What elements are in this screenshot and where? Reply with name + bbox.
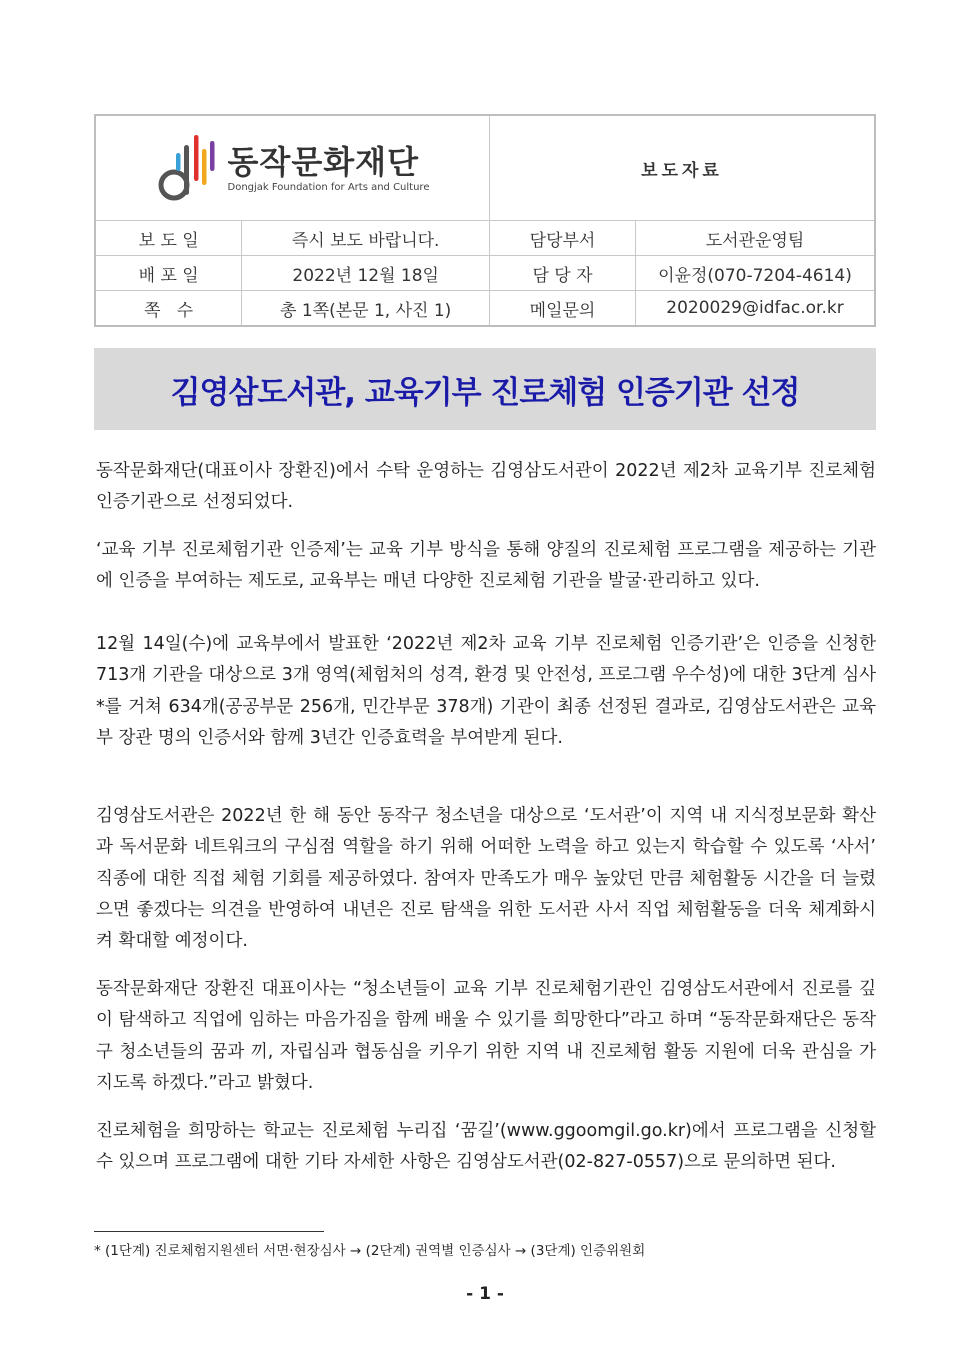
headline-box — [94, 348, 876, 430]
paragraph-3: 12월 14일(수)에 교육부에서 발표한 ‘2022년 제2차 교육 기부 진로체험 인증기관’은 인증을 신청한 713개 기관을 대상으로 3개 영역(체험처의 성격, 환경 및 안전성, 프로그램 우수성)에 대한 3단계 심사*를 거쳐 634개(공공부문 256개, 민간부문 378개) 기관이 최종 선정된 결과로, 김영삼도서관은 교육부 장관 명의 인증서와 함께 3년간 인증효력을 부여받게 된다. — [96, 634, 876, 748]
value-release-date: 즉시 보도 바랍니다. — [242, 221, 490, 256]
foundation-logo-icon — [156, 131, 218, 205]
value-email: 2020029@idfac.or.kr — [636, 291, 876, 327]
logo-cell — [95, 115, 490, 221]
page-number: - 1 - — [466, 1284, 504, 1304]
label-pages: 쪽 수 — [95, 291, 242, 327]
label-email: 메일문의 — [490, 291, 636, 327]
value-pages: 총 1쪽(본문 1, 사진 1) — [242, 291, 490, 327]
header-row-pages — [95, 291, 875, 327]
logo-name: 동작문화재단 — [227, 142, 419, 181]
footnote: * (1단계) 진로체험지원센터 서면·현장심사 → (2단계) 권역별 인증심사 → (3단계) 인증위원회 — [94, 1243, 646, 1259]
header-row-distribution — [95, 256, 875, 291]
footnote-divider — [94, 1231, 324, 1232]
paragraph-5: 동작문화재단 장환진 대표이사는 “청소년들이 교육 기부 진로체험기관인 김영삼도서관에서 진로를 깊이 탐색하고 직업에 임하는 마음가짐을 함께 배울 수 있기를 희망한다”라고 하며 “동작문화재단은 동작구 청소년들의 꿈과 끼, 자립심과 협동심을 키우기 위한 지역 내 진로체험 활동 지원에 더욱 관심을 가지도록 하겠다.”라고 밝혔다. — [96, 979, 876, 1093]
paragraph-1: 동작문화재단(대표이사 장환진)에서 수탁 운영하는 김영삼도서관이 2022년 제2차 교육기부 진로체험 인증기관으로 선정되었다. — [96, 461, 876, 513]
paragraph-4: 김영삼도서관은 2022년 한 해 동안 동작구 청소년을 대상으로 ‘도서관’이 지역 내 지식정보문화 확산과 독서문화 네트워크의 구심점 역할을 하기 위해 어떠한 노력을 하고 있는지 학습할 수 있도록 ‘사서’ 직종에 대한 직접 체험 기회를 제공하였다. 참여자 만족도가 매우 높았던 만큼 체험활동 시간을 더 늘렸으면 좋겠다는 의견을 반영하여 내년은 진로 탐색을 위한 도서관 사서 직업 체험활동을 더욱 체계화시켜 확대할 예정이다. — [96, 806, 876, 952]
value-contact-person: 이윤정(070-7204-4614) — [636, 256, 876, 291]
label-distribution-date: 배 포 일 — [95, 256, 242, 291]
header-row-release — [95, 221, 875, 256]
label-contact-person: 담 당 자 — [490, 256, 636, 291]
foundation-logo — [96, 131, 489, 205]
value-department: 도서관운영팀 — [636, 221, 876, 256]
logo-subtitle: Dongjak Foundation for Arts and Culture — [227, 181, 430, 193]
label-department: 담당부서 — [490, 221, 636, 256]
headline: 김영삼도서관, 교육기부 진로체험 인증기관 선정 — [170, 374, 800, 411]
doc-type-title: 보도자료 — [490, 115, 876, 221]
press-header-table — [94, 114, 876, 327]
value-distribution-date: 2022년 12월 18일 — [242, 256, 490, 291]
paragraph-2: ‘교육 기부 진로체험기관 인증제’는 교육 기부 방식을 통해 양질의 진로체험 프로그램을 제공하는 기관에 인증을 부여하는 제도로, 교육부는 매년 다양한 진로체험 기관을 발굴·관리하고 있다. — [96, 540, 876, 592]
label-release-date: 보 도 일 — [95, 221, 242, 256]
paragraph-6: 진로체험을 희망하는 학교는 진로체험 누리집 ‘꿈길’(www.ggoomgil.go.kr)에서 프로그램을 신청할 수 있으며 프로그램에 대한 기타 자세한 사항은 김영삼도서관(02-827-0557)으로 문의하면 된다. — [96, 1121, 876, 1173]
